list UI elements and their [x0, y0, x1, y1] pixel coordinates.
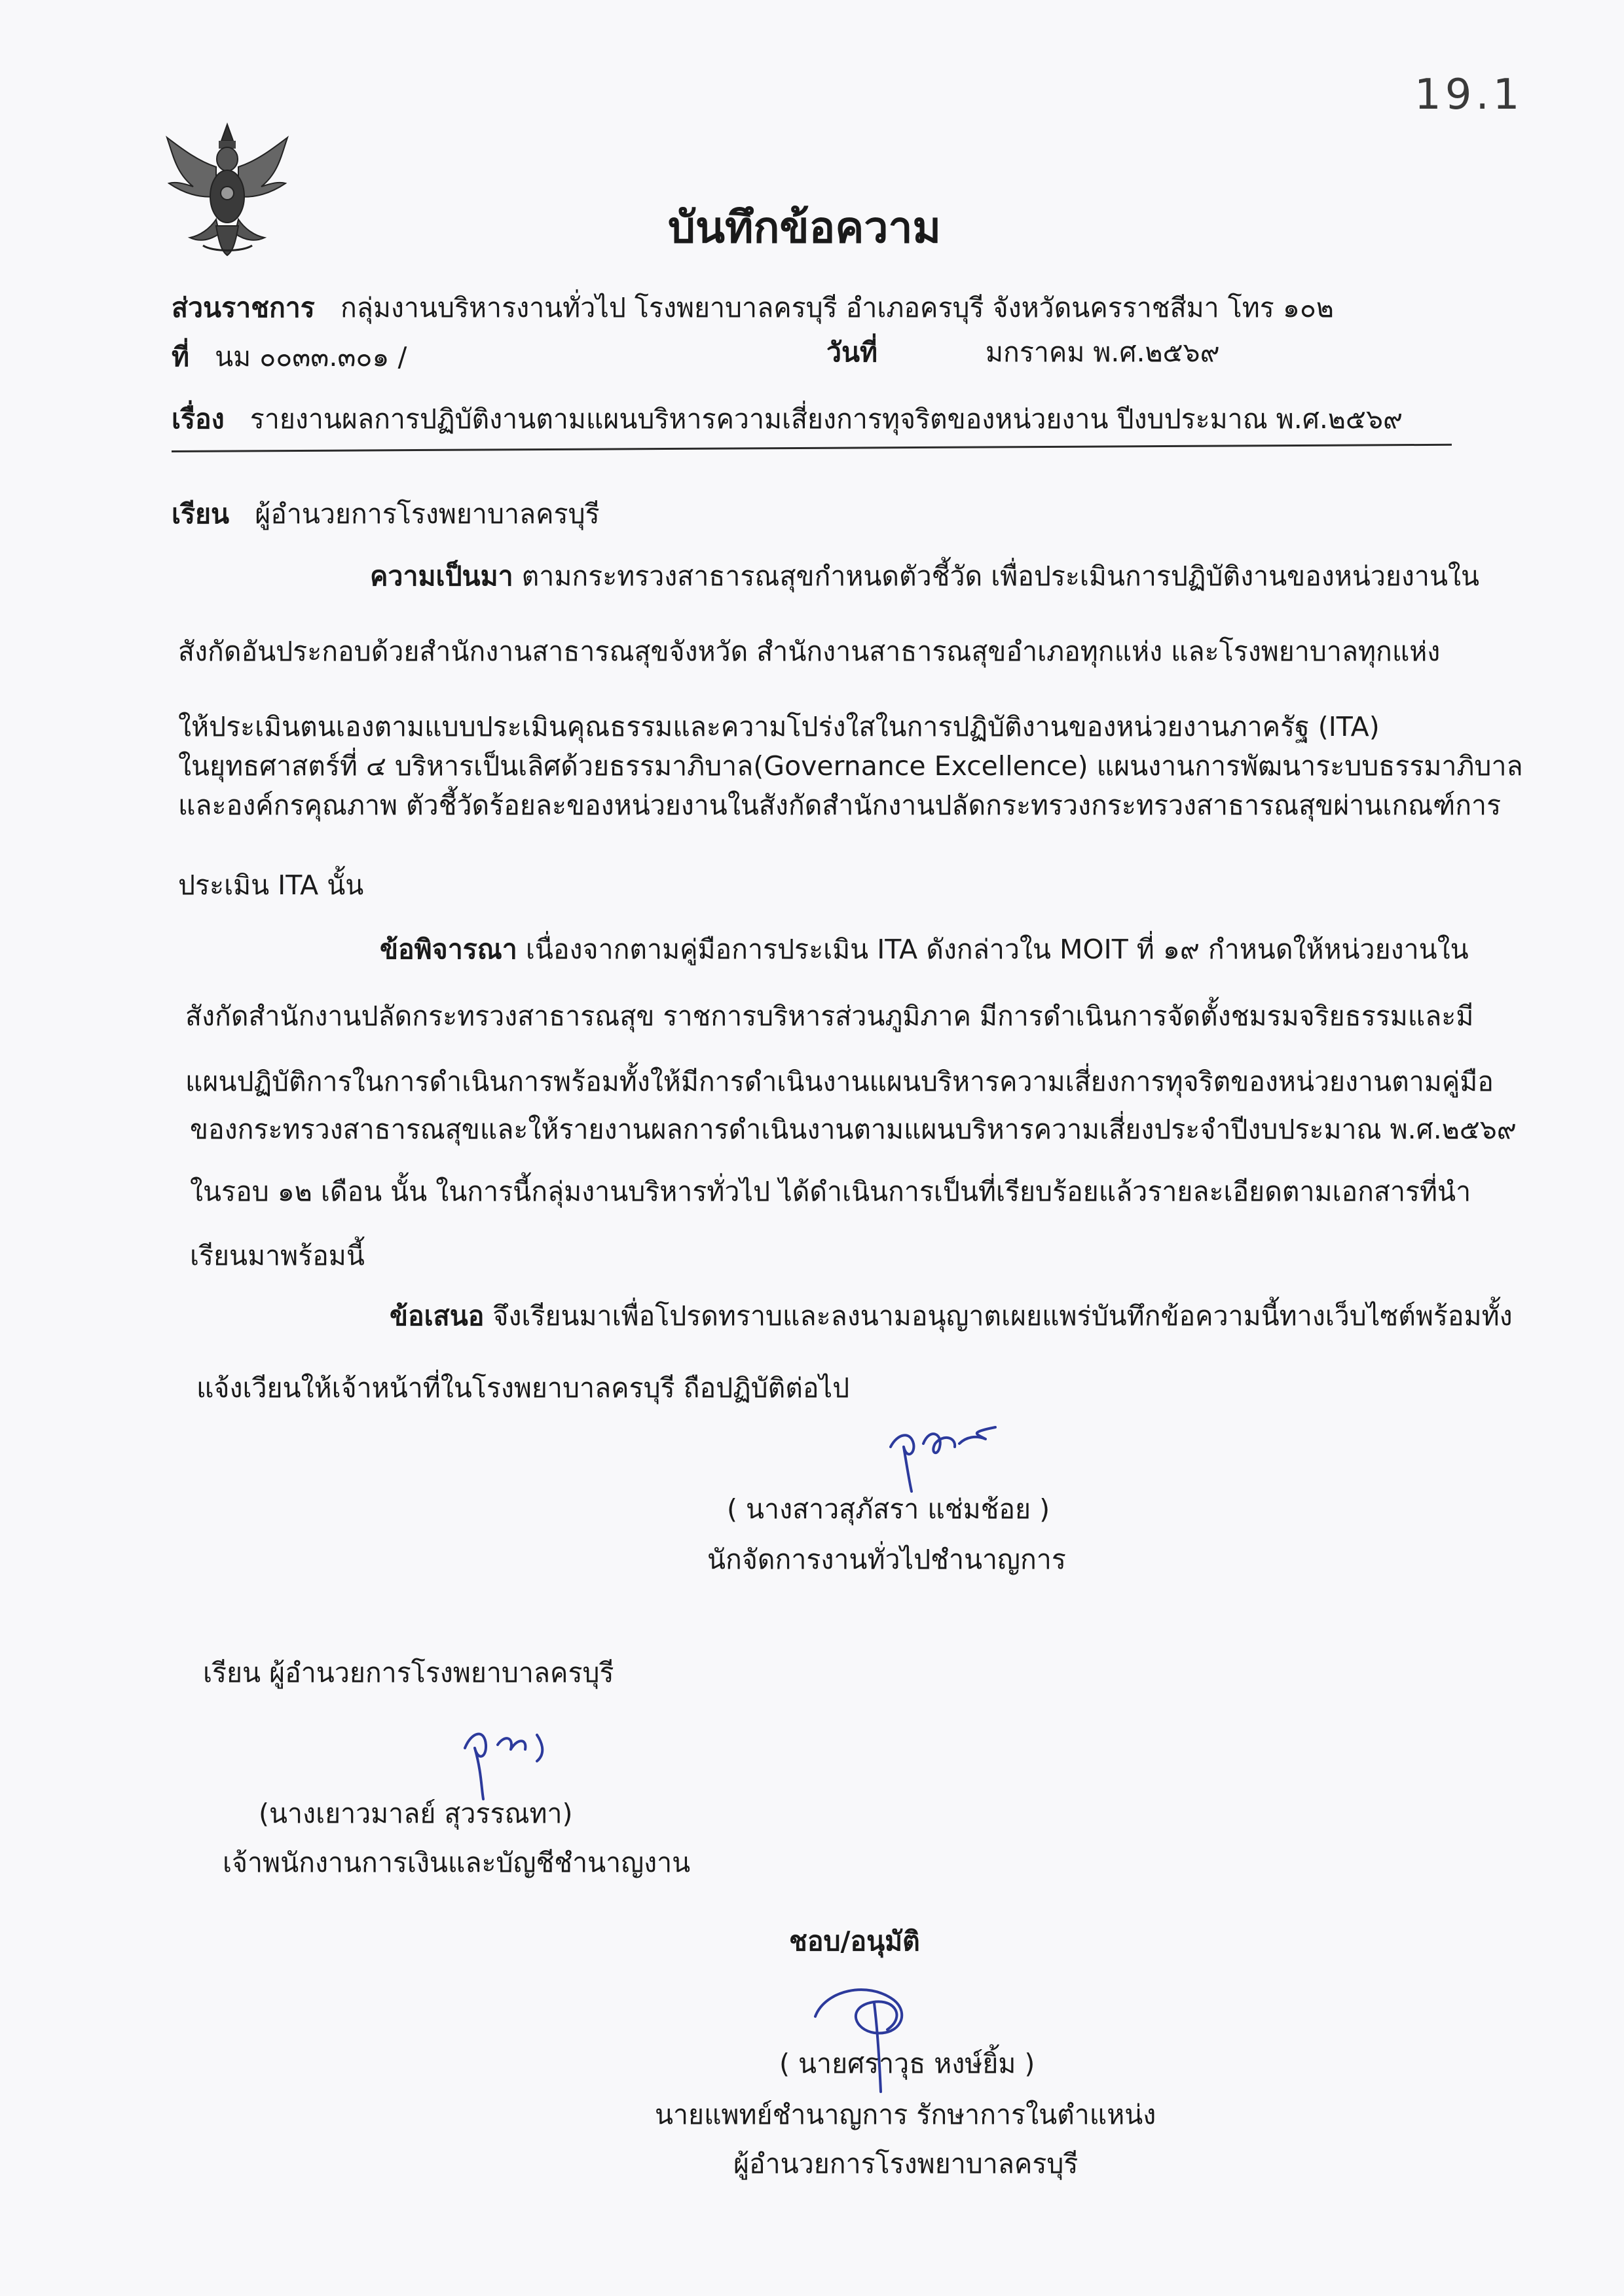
- background-line-5: และองค์กรคุณภาพ ตัวชี้วัดร้อยละของหน่วยงานในสังกัดสำนักงานปลัดกระทรวงกระทรวงสาธารณสุขผ่านเกณฑ์การ: [178, 790, 1502, 821]
- consideration-line-4: ของกระทรวงสาธารณสุขและให้รายงานผลการดำเนินงานตามแผนบริหารความเสี่ยงประจำปีงบประมาณ พ.ศ.๒๕๖๙: [190, 1114, 1517, 1145]
- approver-name: ( นายศราวุธ หงษ์ยิ้ม ): [779, 2048, 1035, 2079]
- signer-1-name: ( นางสาวสุภัสรา แช่มช้อย ): [727, 1493, 1050, 1525]
- consideration-line-3: แผนปฏิบัติการในการดำเนินการพร้อมทั้งให้มีการดำเนินงานแผนบริหารความเสี่ยงการทุจริตของหน่วยงานตามคู่มือ: [185, 1066, 1494, 1097]
- proposal-line-2: แจ้งเวียนให้เจ้าหน้าที่ในโรงพยาบาลครบุรี ถือปฏิบัติต่อไป: [196, 1372, 850, 1404]
- salutation-label: เรียน: [172, 498, 230, 530]
- consideration-line-2: สังกัดสำนักงานปลัดกระทรวงสาธารณสุข ราชการบริหารส่วนภูมิภาค มีการดำเนินการจัดตั้งชมรมจริยธรรมและมี: [185, 1000, 1474, 1032]
- handwritten-page-number: 19.1: [1414, 71, 1524, 119]
- proposal-line-1: ข้อเสนอ จึงเรียนมาเพื่อโปรดทราบและลงนามอนุญาตเผยแพร่บันทึกข้อความนี้ทางเว็บไซต์พร้อมทั้ง: [390, 1300, 1513, 1332]
- consideration-line-5: ในรอบ ๑๒ เดือน นั้น ในการนี้กลุ่มงานบริหารทั่วไป ได้ดำเนินการเป็นที่เรียบร้อยแล้วรายละเอียดตามเอกสารที่นำ: [190, 1176, 1471, 1207]
- signer-1-position: นักจัดการงานทั่วไปชำนาญการ: [707, 1544, 1066, 1575]
- forward-name: (นางเยาวมาลย์ สุวรรณทา): [259, 1798, 573, 1829]
- ref-label: ที่: [172, 341, 190, 373]
- date-label: วันที่: [826, 337, 878, 368]
- salutation-row: [172, 494, 600, 534]
- background-label: ความเป็นมา: [370, 560, 513, 592]
- background-line-3: ให้ประเมินตนเองตามแบบประเมินคุณธรรมและความโปร่งใสในการปฏิบัติงานของหน่วยงานภาครัฐ (ITA): [178, 711, 1380, 742]
- signature-2-icon: [445, 1709, 576, 1800]
- forward-salutation: เรียน ผู้อำนวยการโรงพยาบาลครบุรี: [203, 1657, 614, 1688]
- salutation-value: ผู้อำนวยการโรงพยาบาลครบุรี: [255, 498, 600, 530]
- reference-row: [172, 337, 407, 376]
- background-line-4: ในยุทธศาสตร์ที่ ๔ บริหารเป็นเลิศด้วยธรรมาภิบาล(Governance Excellence) แผนงานการพัฒนาระบบธรรมาภิบาล: [178, 750, 1523, 782]
- agency-value: กลุ่มงานบริหารงานทั่วไป โรงพยาบาลครบุรี อำเภอครบุรี จังหวัดนครราชสีมา โทร ๑๐๒: [340, 292, 1334, 323]
- subject-value: รายงานผลการปฏิบัติงานตามแผนบริหารความเสี่ยงการทุจริตของหน่วยงาน ปีงบประมาณ พ.ศ.๒๕๖๙: [249, 403, 1403, 435]
- subject-label: เรื่อง: [172, 403, 225, 435]
- ref-value: นม ๐๐๓๓.๓๐๑ /: [215, 341, 407, 373]
- garuda-emblem-icon: [164, 121, 291, 259]
- memo-title: บันทึกข้อความ: [668, 202, 942, 253]
- approver-position-1: นายแพทย์ชำนาญการ รักษาการในตำแหน่ง: [655, 2099, 1156, 2130]
- background-line-2: สังกัดอันประกอบด้วยสำนักงานสาธารณสุขจังหวัด สำนักงานสาธารณสุขอำเภอทุกแห่ง และโรงพยาบาลทุกแห่ง: [178, 636, 1441, 667]
- background-line-6: ประเมิน ITA นั้น: [178, 869, 364, 901]
- date-row: [826, 333, 877, 372]
- forward-position: เจ้าพนักงานการเงินและบัญชีชำนาญงาน: [223, 1847, 691, 1878]
- consideration-line-1: ข้อพิจารณา เนื่องจากตามคู่มือการประเมิน ITA ดังกล่าวใน MOIT ที่ ๑๙ กำหนดให้หน่วยงานใน: [380, 934, 1469, 965]
- agency-label: ส่วนราชการ: [172, 292, 315, 323]
- agency-row: [172, 288, 1334, 327]
- subject-row: [172, 399, 1403, 439]
- proposal-label: ข้อเสนอ: [390, 1300, 485, 1332]
- consideration-label: ข้อพิจารณา: [380, 934, 517, 965]
- header-divider: [172, 444, 1452, 452]
- signature-1-icon: [877, 1408, 1008, 1493]
- background-line-1: ความเป็นมา ตามกระทรวงสาธารณสุขกำหนดตัวชี้วัด เพื่อประเมินการปฏิบัติงานของหน่วยงานใน: [370, 560, 1480, 592]
- consideration-line-6: เรียนมาพร้อมนี้: [190, 1240, 365, 1271]
- approver-position-2: ผู้อำนวยการโรงพยาบาลครบุรี: [733, 2148, 1079, 2179]
- date-value: มกราคม พ.ศ.๒๕๖๙: [986, 337, 1220, 368]
- approval-label: ชอบ/อนุมัติ: [789, 1925, 920, 1957]
